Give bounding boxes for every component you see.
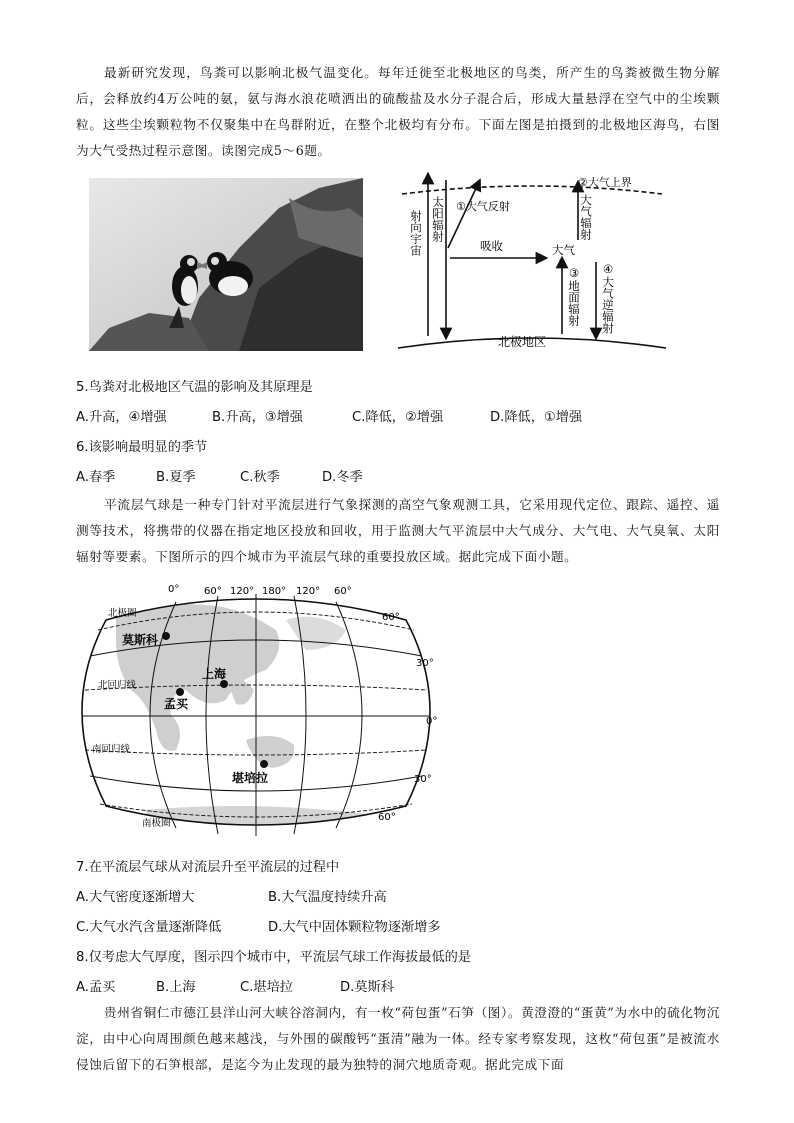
q6-option-d[interactable]: D.冬季 [322, 470, 363, 485]
q5-stem: 5.鸟粪对北极地区气温的影响及其原理是 [76, 380, 313, 395]
mumbai-label: 孟买 [164, 697, 189, 711]
label-reflect: ①大气反射 [456, 200, 510, 213]
lat-label: 30° [414, 774, 432, 785]
label-counter: ④大气逆辐射 [601, 262, 615, 334]
mumbai-dot [176, 688, 184, 696]
tropic-cancer-label: 北回归线 [98, 680, 137, 691]
canberra-dot [260, 760, 268, 768]
passage-2: 平流层气球是一种专门针对平流层进行气象探测的高空气象观测工具，它采用现代定位、跟踪、遥控、遥测等技术，将携带的仪器在指定地区投放和回收，用于监测大气平流层中大气成分、大气电、大气臭氧、太阳辐射等要素。下图所示的四个城市为平流层气球的重要投放区域。据此完成下面小题。 [76, 497, 720, 564]
q7-option-b[interactable]: B.大气温度持续升高 [268, 890, 387, 905]
lon-label: 60° [204, 586, 222, 597]
label-absorb: 吸收 [480, 239, 503, 253]
q5-option-c[interactable]: C.降低，②增强 [352, 410, 444, 425]
label-atm: 大气 [552, 243, 575, 257]
q6-option-a[interactable]: A.春季 [76, 470, 116, 485]
q7-stem: 7.在平流层气球从对流层升至平流层的过程中 [76, 860, 340, 875]
seabird-photo [89, 178, 363, 351]
arctic-circle-label: 北极圈 [108, 608, 137, 619]
q5-option-b[interactable]: B.升高，③增强 [212, 410, 303, 425]
antarctic-circle-label: 南极圈 [142, 818, 171, 829]
label-solar: 太阳辐射 [431, 196, 445, 242]
tropic-capricorn-label: 南回归线 [92, 744, 131, 755]
q7-option-c[interactable]: C.大气水汽含量逐渐降低 [76, 920, 222, 935]
lon-label: 120° [230, 586, 255, 597]
moscow-label: 莫斯科 [122, 633, 159, 647]
lon-label: 120° [296, 586, 321, 597]
q6-option-c[interactable]: C.秋季 [240, 470, 280, 485]
q6-option-b[interactable]: B.夏季 [156, 470, 196, 485]
q8-stem: 8.仅考虑大气厚度，图示四个城市中，平流层气球工作海拔最低的是 [76, 950, 472, 965]
atmosphere-heating-diagram [392, 170, 672, 350]
shanghai-dot [220, 680, 228, 688]
lat-label: 60° [378, 812, 396, 823]
lon-label: 60° [334, 586, 352, 597]
lon-label: 180° [262, 586, 287, 597]
moscow-dot [162, 632, 170, 640]
passage-3: 贵州省铜仁市德江县洋山河大峡谷溶洞内，有一枚“荷包蛋”石笋（图）。黄澄澄的“蛋黄”为水中的硫化物沉淀，由中心向周围颜色越来越浅，与外围的碳酸钙“蛋清”融为一体。经专家考察发现，这枚“荷包蛋”是被流水侵蚀后留下的石笋根部，是迄今为止发现的最为独特的洞穴地质奇观。据此完成下面 [76, 1005, 720, 1072]
label-top: ②大气上界 [578, 176, 632, 189]
lat-label: 0° [426, 716, 438, 727]
q8-option-c[interactable]: C.堪培拉 [240, 980, 293, 995]
lon-label: 0° [168, 584, 180, 595]
q8-option-b[interactable]: B.上海 [156, 980, 196, 995]
q5-option-d[interactable]: D.降低，①增强 [490, 410, 583, 425]
passage-1: 最新研究发现，鸟粪可以影响北极气温变化。每年迁徙至北极地区的鸟类，所产生的鸟粪被微生物分解后，会释放约4万公吨的氨，氨与海水浪花喷洒出的硫酸盐及水分子混合后，形成大量悬浮在空气中的尘埃颗粒。这些尘埃颗粒物不仅聚集中在鸟群附近，在整个北极均有分布。下面左图是拍摄到的北极地区海鸟，右图为大气受热过程示意图。读图完成5～6题。 [76, 65, 720, 158]
q7-option-a[interactable]: A.大气密度逐渐增大 [76, 890, 195, 905]
canberra-label: 堪培拉 [232, 771, 269, 785]
lat-label: 30° [416, 658, 434, 669]
lat-label: 60° [382, 612, 400, 623]
label-ground: ③地面辐射 [567, 266, 581, 326]
shanghai-label: 上海 [202, 667, 227, 681]
q5-option-a[interactable]: A.升高，④增强 [76, 410, 167, 425]
world-map [76, 580, 436, 842]
label-space: 射向宇宙 [409, 210, 423, 256]
q8-option-d[interactable]: D.莫斯科 [340, 980, 394, 995]
label-atm-rad: 大气辐射 [579, 194, 593, 240]
q7-option-d[interactable]: D.大气中固体颗粒物逐渐增多 [268, 920, 441, 935]
q6-stem: 6.该影响最明显的季节 [76, 440, 208, 455]
label-region: 北极地区 [498, 335, 547, 349]
q8-option-a[interactable]: A.孟买 [76, 980, 116, 995]
